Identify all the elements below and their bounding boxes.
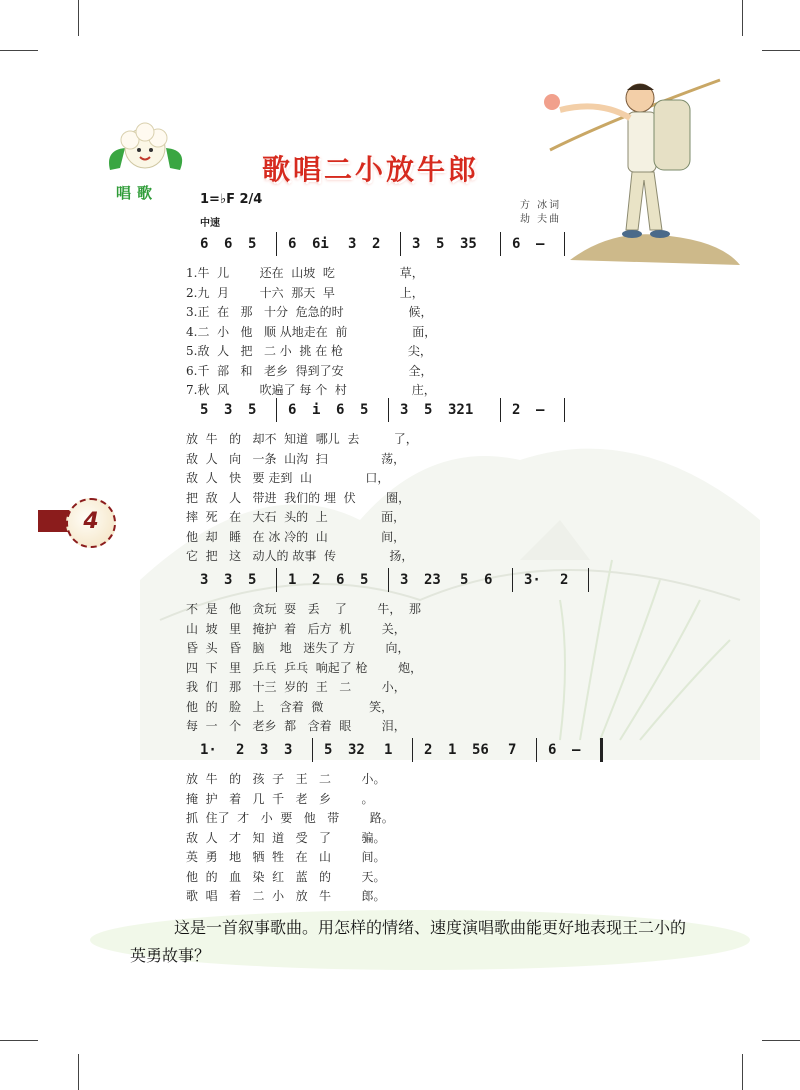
lyric-line: 他 的 血 染 红 蓝 的 天。 [186,869,386,884]
score-note: 5 [324,742,333,758]
bar-line [564,398,565,422]
score-note: 2 [312,572,321,588]
lyric-line: 放 牛 的 孩 子 王 二 小。 [186,772,386,786]
score-note: 1 [448,742,457,758]
score-note: 2 [560,572,569,588]
composer-credit: 劫 夫曲 [520,214,562,225]
discussion-question: 这是一首叙事歌曲。用怎样的情绪、速度演唱歌曲能更好地表现王二小的英勇故事？ [130,918,687,965]
score-note: 5 [248,402,257,418]
score-note: 23 [424,572,441,588]
bar-line [512,568,513,592]
score-note: 5 [460,572,469,588]
bar-line [536,738,537,762]
score-note: 2 [512,402,521,418]
score-note: 321 [448,402,474,418]
score-note: 3· [524,572,541,588]
bar-line [500,232,501,256]
score-note: 3 [400,572,409,588]
bar-line [400,232,401,256]
bar-line [312,738,313,762]
score-note: 6 [288,402,297,418]
bar-line [276,232,277,256]
cauliflower-mascot-icon [100,120,190,180]
score-note: 2 [372,236,381,252]
lyric-line: 放 牛 的 却不 知道 哪儿 去 了， [186,432,418,446]
section-label: 唱歌 [116,184,159,202]
lyric-line: 四 下 里 乒乓 乒乓 响起了 枪 炮， [186,660,423,675]
score-note: 6 [288,236,297,252]
lyric-line: 掩 护 着 几 千 老 乡 。 [186,791,374,806]
score-note: 1 [384,742,393,758]
score-note: — [536,402,545,418]
lyricist-credit: 方 冰词 [520,200,562,211]
score-note: i [312,402,321,418]
score-note: 5 [248,572,257,588]
score-note: 5 [248,236,257,252]
score-note: — [572,742,581,758]
bar-line [412,738,413,762]
page-number: 4 [66,498,116,548]
bar-line [500,398,501,422]
score-note: 6 [336,402,345,418]
lyric-line: 敌 人 向 一条 山沟 扫 荡， [186,451,406,466]
lyric-line: 1.牛 儿 还在 山坡 吃 草， [186,266,424,280]
score-note: 3 [400,402,409,418]
score-note: 5 [360,572,369,588]
score-note: 6 [224,236,233,252]
score-note: 6i [312,236,329,252]
tempo-marking: 中速 [200,218,220,229]
score-note: 6 [336,572,345,588]
lyric-line: 6.千 部 和 老乡 得到了安 全， [186,363,433,378]
lyric-line: 抓 住了 才 小 要 他 带 路。 [186,811,394,825]
lyric-line: 3.正 在 那 十分 危急的时 候， [186,305,433,319]
bar-line [588,568,589,592]
lyric-line: 歌 唱 着 二 小 放 牛 郎。 [186,889,386,903]
lyric-line: 昏 头 昏 脑 地 迷失了 方 向， [186,641,410,655]
lyric-line: 摔 死 在 大石 头的 上 面， [186,510,406,524]
lyric-line: 2.九 月 十六 那天 早 上， [186,285,424,300]
lyric-line: 他 却 睡 在 冰 冷的 山 间， [186,529,406,544]
score-note: 2 [236,742,245,758]
key-signature: 1=♭F 2/4 [200,192,263,207]
lyric-line: 山 坡 里 掩护 着 后方 机 关， [186,621,406,636]
score-note: 3 [284,742,293,758]
score-note: 3 [412,236,421,252]
lyric-line: 英 勇 地 牺 牲 在 山 间。 [186,850,386,864]
lyric-line: 它 把 这 动人的 故事 传 扬， [186,549,414,563]
score-note: 32 [348,742,365,758]
score-note: 35 [460,236,477,252]
score-note: 5 [424,402,433,418]
lyric-line: 每 一 个 老乡 都 含着 眼 泪， [186,719,406,733]
score-note: 3 [224,402,233,418]
bar-line [388,568,389,592]
score-note: 2 [424,742,433,758]
lyric-line: 我 们 那 十三 岁的 王 二 小， [186,680,406,694]
score-note: 6 [200,236,209,252]
score-note: 5 [360,402,369,418]
lyric-line: 敌 人 才 知 道 受 了 骗。 [186,830,386,845]
score-note: 3 [200,572,209,588]
score-note: 3 [348,236,357,252]
score-note: 5 [436,236,445,252]
score-note: 56 [472,742,489,758]
score-note: 7 [508,742,517,758]
bar-line [600,738,603,762]
song-title: 歌唱二小放牛郎 [262,153,480,186]
lyric-line: 7.秋 风 吹遍了 每 个 村 庄， [186,383,436,397]
bar-line [276,398,277,422]
score-note: 6 [512,236,521,252]
score-note: 1 [288,572,297,588]
score-note: 6 [548,742,557,758]
score-note: 5 [200,402,209,418]
lyric-line: 不 是 他 贪玩 耍 丢 了 牛， 那 [186,602,421,616]
score-note: 3 [260,742,269,758]
bar-line [564,232,565,256]
lyric-line: 敌 人 快 要 走到 山 口， [186,471,390,485]
lyric-line: 他 的 脸 上 含着 微 笑， [186,699,394,714]
score-note: — [536,236,545,252]
bar-line [276,568,277,592]
lyric-line: 把 敌 人 带进 我们的 埋 伏 圈， [186,490,411,505]
score-note: 1· [200,742,217,758]
score-note: 3 [224,572,233,588]
lyric-line: 4.二 小 他 顺 从地走在 前 面， [186,324,437,339]
lyric-line: 5.敌 人 把 二 小 挑 在 枪 尖， [186,344,432,358]
score-note: 6 [484,572,493,588]
bar-line [388,398,389,422]
